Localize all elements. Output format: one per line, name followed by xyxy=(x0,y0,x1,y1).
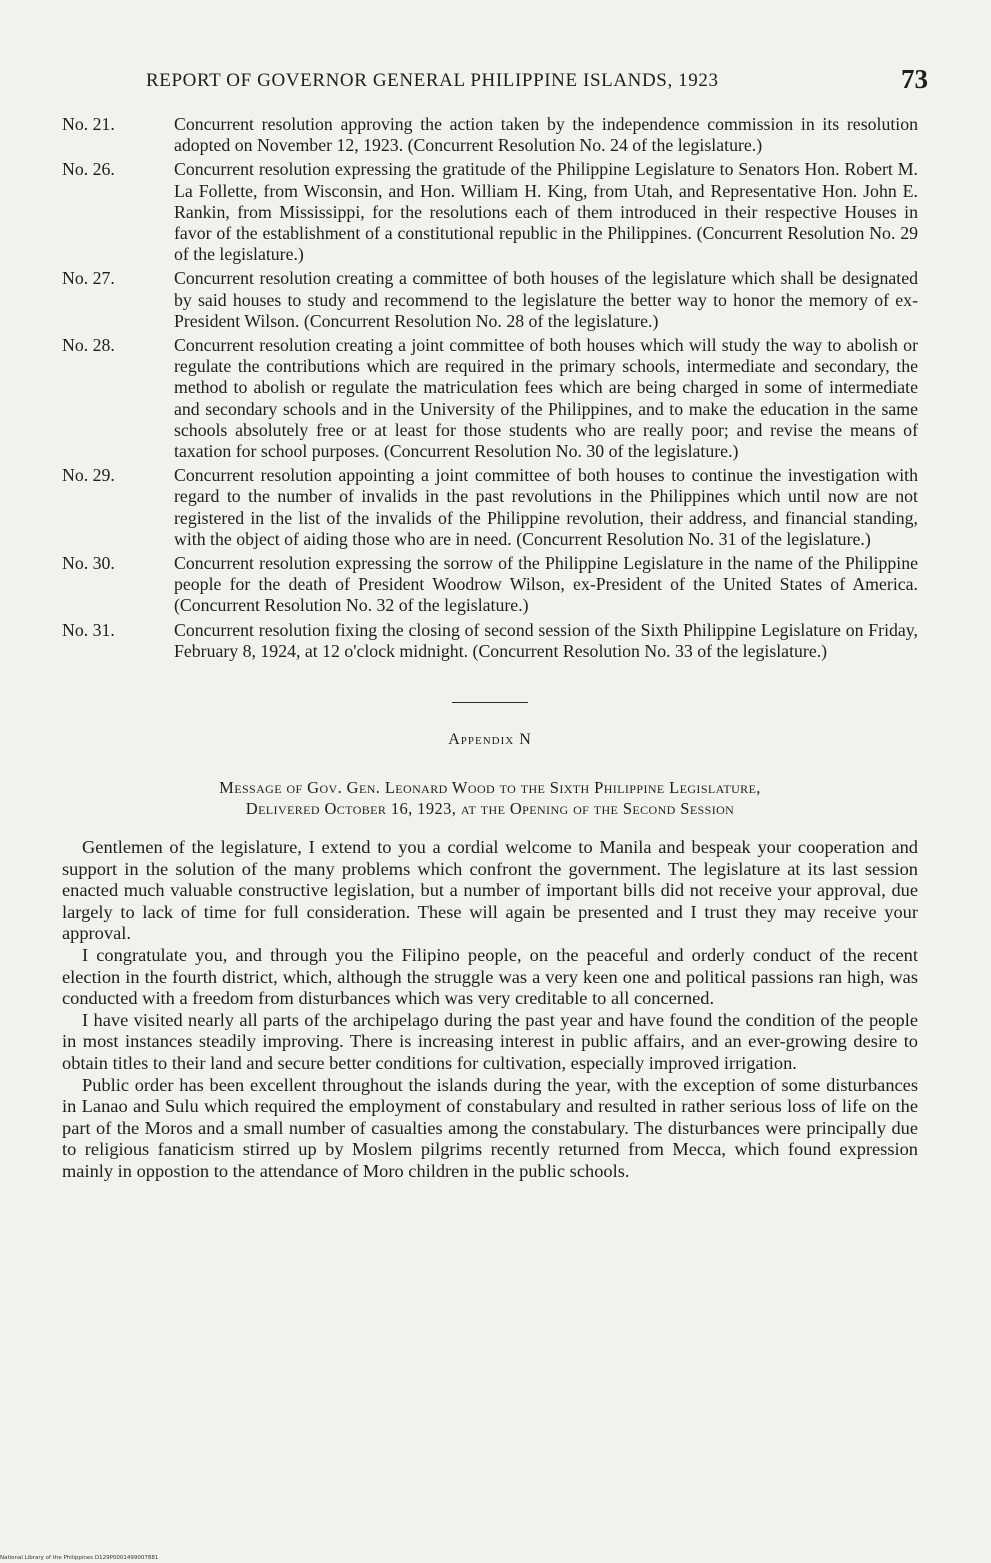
document-page xyxy=(62,64,928,1183)
scan-credit: National Library of the Philippines D129P0001499007881 xyxy=(0,1555,159,1561)
resolution-item xyxy=(62,335,918,462)
resolution-item xyxy=(62,553,918,617)
resolution-number: No. 30. xyxy=(62,553,115,574)
resolution-text: Concurrent resolution fixing the closing of second session of the Sixth Philippine Legislature on Friday, February 8, 1924, at 12 o'clock midnight. (Concurrent Resolution No. 33 of the legislature.) xyxy=(174,619,918,661)
message-heading xyxy=(62,777,918,819)
resolution-list xyxy=(62,114,918,662)
resolution-item xyxy=(62,465,918,550)
running-header xyxy=(62,64,928,110)
resolution-text: Concurrent resolution appointing a joint committee of both houses to continue the investigation with regard to the number of invalids in the past revolutions in the Philippines which until now are not registered in the list of the invalids of the Philippine revolution, their address, and financial standing, with the object of aiding those who are in need. (Concurrent Resolution No. 31 of the legislature.) xyxy=(174,465,918,549)
resolution-text: Concurrent resolution creating a joint committee of both houses which will study the way to abolish or regulate the contributions which are required in the primary schools, intermediate and secondary, the method to abolish or regulate the matriculation fees which are being charged in some of intermediate and secondary schools and in the University of the Philippines, and to make the education in the same schools absolutely free or at least for those students who are really poor; and revise the means of taxation for school purposes. (Concurrent Resolution No. 30 of the legislature.) xyxy=(174,335,918,462)
resolution-text: Concurrent resolution approving the action taken by the independence commission in its resolution adopted on November 12, 1923. (Concurrent Resolution No. 24 of the legislature.) xyxy=(174,114,918,156)
resolution-number: No. 21. xyxy=(62,114,115,134)
message-heading-line: Delivered October 16, 1923, at the Opening of the Second Session xyxy=(245,799,735,819)
resolution-number: No. 29. xyxy=(62,465,115,486)
report-title: REPORT OF GOVERNOR GENERAL PHILIPPINE ISLANDS, 1923 xyxy=(146,70,719,91)
body-paragraph: Gentlemen of the legislature, I extend to you a cordial welcome to Manila and bespeak your cooperation and support in the solution of the many problems which confront the government. The legislature at its last session enacted much valuable constructive legislation, but a number of important bills did not receive your approval, due largely to lack of time for full consideration. These will again be presented and I trust they may receive your approval. xyxy=(62,837,918,944)
body-paragraph: Public order has been excellent throughout the islands during the year, with the exception of some disturbances in Lanao and Sulu which required the employment of constabulary and resulted in rather serious loss of life on the part of the Moros and a small number of casualties among the constabulary. The disturbances were principally due to religious fanaticism stirred up by Moslem pilgrims recently returned from Mecca, which found expression mainly in oppostion to the attendance of Moro children in the public schools. xyxy=(62,1074,918,1181)
resolution-item xyxy=(62,114,918,156)
resolution-text: Concurrent resolution creating a committee of both houses of the legislature which shall be designated by said houses to study and recommend to the legislature the better way to honor the memory of ex-President Wilson. (Concurrent Resolution No. 28 of the legislature.) xyxy=(174,268,918,331)
resolution-number: No. 26. xyxy=(62,159,115,180)
body-paragraph: I have visited nearly all parts of the archipelago during the past year and have found the condition of the people in most instances steadily improving. There is increasing interest in public affairs, and an ever-growing desire to obtain titles to their land and secure better conditions for cultivation, especially improved irrigation. xyxy=(62,1009,918,1074)
body-paragraph: I congratulate you, and through you the Filipino people, on the peaceful and orderly conduct of the recent election in the fourth district, which, although the struggle was a very keen one and political passions ran high, was conducted with a freedom from disturbances which was very creditable to all concerned. xyxy=(62,945,918,1009)
resolution-number: No. 31. xyxy=(62,619,115,640)
appendix-label: Appendix N xyxy=(448,731,532,749)
message-body xyxy=(62,837,918,1183)
resolution-item xyxy=(62,268,918,332)
resolution-text: Concurrent resolution expressing the gratitude of the Philippine Legislature to Senators Hon. Robert M. La Follette, from Wisconsin, and Hon. William H. King, from Utah, and Representative Hon. John E. Rankin, from Mississippi, for the resolutions each of them introduced in their respective Houses in favor of the establishment of a constitutional republic in the Philippines. (Concurrent Resolution No. 29 of the legislature.) xyxy=(174,159,918,265)
resolution-item xyxy=(62,159,918,265)
resolution-item xyxy=(62,620,918,662)
message-heading-line: Message of Gov. Gen. Leonard Wood to the Sixth Philippine Legislature, xyxy=(219,778,761,798)
section-divider xyxy=(452,702,528,703)
resolution-number: No. 28. xyxy=(62,335,115,356)
resolution-number: No. 27. xyxy=(62,268,115,289)
resolution-text: Concurrent resolution expressing the sorrow of the Philippine Legislature in the name of the Philippine people for the death of President Woodrow Wilson, ex-President of the United States of America. (Concurrent Resolution No. 32 of the legislature.) xyxy=(174,553,918,616)
page-number: 73 xyxy=(901,64,928,94)
